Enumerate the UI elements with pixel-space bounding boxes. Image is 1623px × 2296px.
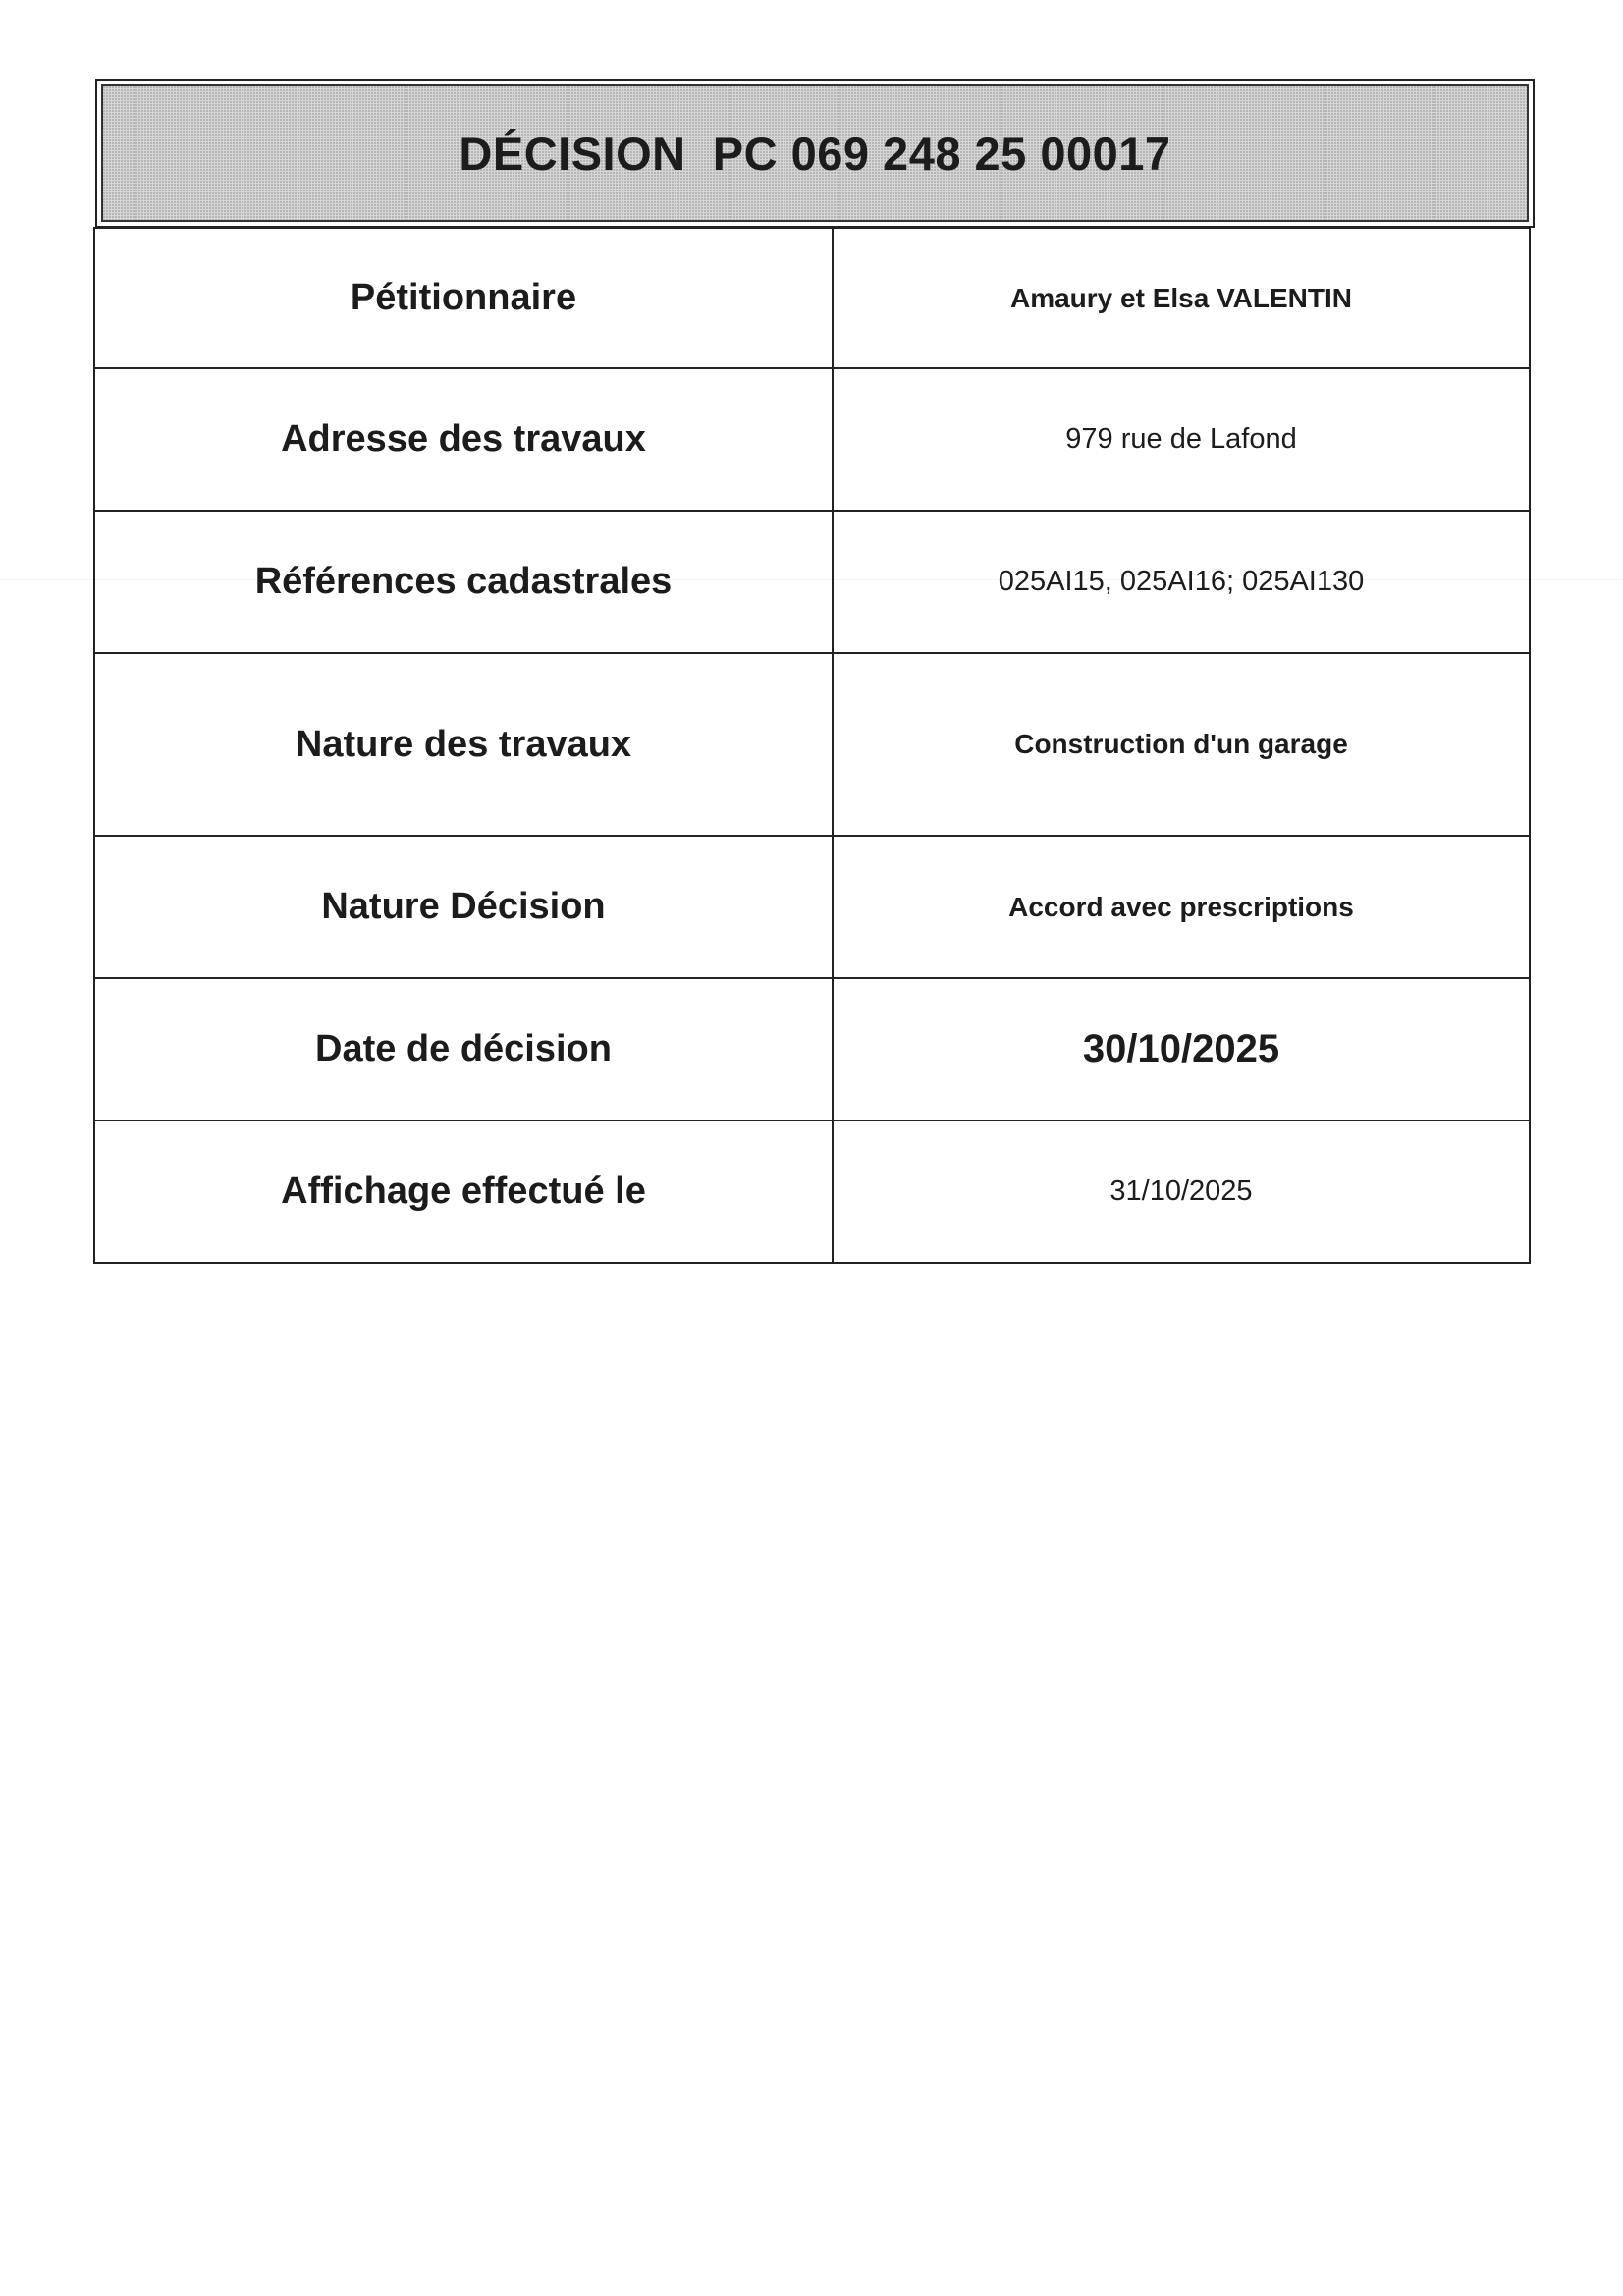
row-label-nature-travaux: Nature des travaux bbox=[94, 653, 833, 836]
row-label-affichage: Affichage effectué le bbox=[94, 1121, 833, 1263]
table-row-nature-travaux bbox=[94, 653, 1530, 836]
decision-header bbox=[95, 79, 1535, 228]
row-value-nature-travaux: Construction d'un garage bbox=[833, 653, 1530, 836]
table-row-petitionnaire bbox=[94, 228, 1530, 368]
row-label-nature-decision: Nature Décision bbox=[94, 836, 833, 978]
table-row-affichage bbox=[94, 1121, 1530, 1263]
table-row-nature-decision bbox=[94, 836, 1530, 978]
table-row-references bbox=[94, 511, 1530, 653]
decision-details-table bbox=[93, 227, 1531, 1264]
row-label-petitionnaire: Pétitionnaire bbox=[94, 228, 833, 368]
row-value-date-decision: 30/10/2025 bbox=[833, 978, 1530, 1121]
row-value-adresse: 979 rue de Lafond bbox=[833, 368, 1530, 511]
row-value-references: 025AI15, 025AI16; 025AI130 bbox=[833, 511, 1530, 653]
row-value-nature-decision: Accord avec prescriptions bbox=[833, 836, 1530, 978]
row-label-adresse: Adresse des travaux bbox=[94, 368, 833, 511]
row-value-petitionnaire: Amaury et Elsa VALENTIN bbox=[833, 228, 1530, 368]
decision-header-inner bbox=[101, 84, 1529, 222]
row-label-references: Références cadastrales bbox=[94, 511, 833, 653]
decision-title: DÉCISION PC 069 248 25 00017 bbox=[459, 127, 1171, 180]
table-row-adresse bbox=[94, 368, 1530, 511]
row-value-affichage: 31/10/2025 bbox=[833, 1121, 1530, 1263]
row-label-date-decision: Date de décision bbox=[94, 978, 833, 1121]
table-row-date-decision bbox=[94, 978, 1530, 1121]
